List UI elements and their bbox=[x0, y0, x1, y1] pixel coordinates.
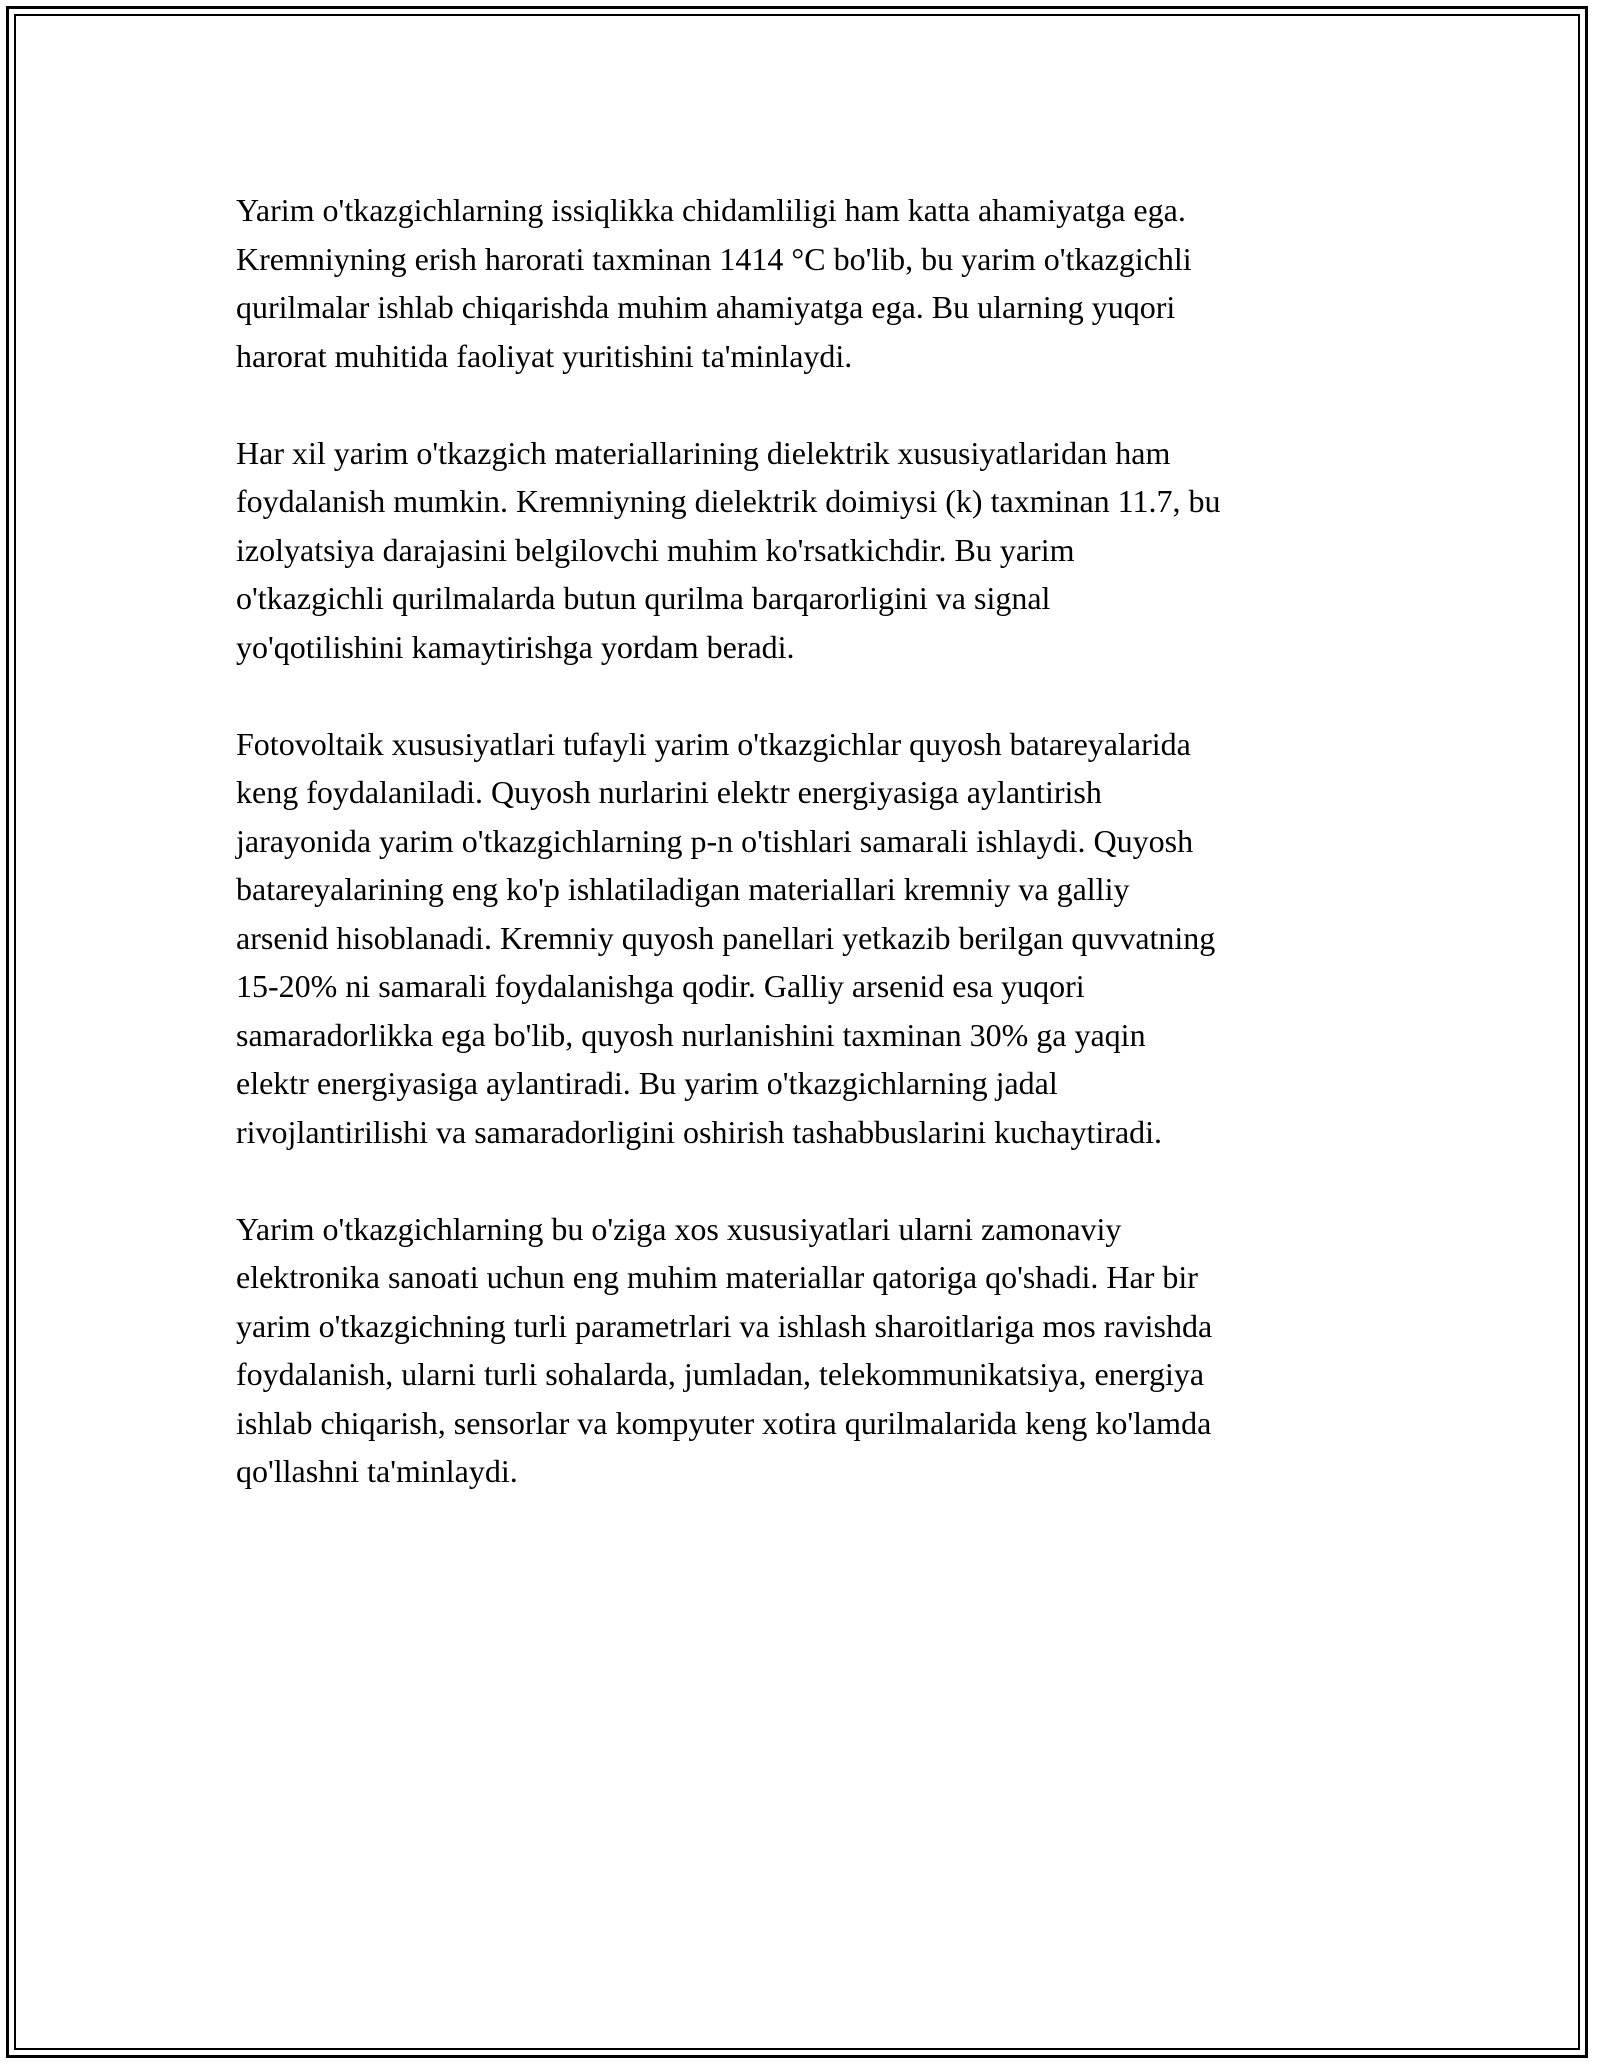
text-line: qo'llashni ta'minlaydi. bbox=[236, 1453, 518, 1489]
text-line: ishlab chiqarish, sensorlar va kompyuter xotira qurilmalarida keng ko'lamda bbox=[236, 1404, 1212, 1441]
text-line: foydalanish, ularni turli sohalarda, jumladan, telekommunikatsiya, energiya bbox=[236, 1356, 1205, 1392]
text-line: elektr energiyasiga aylantiradi. Bu yarim o'tkazgichlarning jadal bbox=[236, 1065, 1058, 1101]
text-line: izolyatsiya darajasini belgilovchi muhim ko'rsatkichdir. Bu yarim bbox=[236, 531, 1075, 568]
paragraph-2 bbox=[236, 429, 1376, 672]
paragraph-1 bbox=[236, 186, 1376, 380]
text-line: Yarim o'tkazgichlarning bu o'ziga xos xususiyatlari ularni zamonaviy bbox=[236, 1210, 1122, 1247]
text-line: Fotovoltaik xususiyatlari tufayli yarim o'tkazgichlar quyosh batareyalarida bbox=[236, 725, 1191, 762]
paragraph-4 bbox=[236, 1205, 1376, 1496]
document-body bbox=[236, 186, 1376, 1544]
paragraph-3 bbox=[236, 720, 1376, 1157]
text-line: Har xil yarim o'tkazgich materiallarining dielektrik xususiyatlaridan ham bbox=[236, 434, 1171, 471]
text-line: foydalanish mumkin. Kremniyning dielektrik doimiysi (k) taxminan 11.7, bu bbox=[236, 483, 1221, 519]
text-line: Kremniyning erish harorati taxminan 1414 °C bo'lib, bu yarim o'tkazgichli bbox=[236, 240, 1192, 277]
text-line: samaradorlikka ega bo'lib, quyosh nurlanishini taxminan 30% ga yaqin bbox=[236, 1016, 1146, 1053]
text-line: batareyalarining eng ko'p ishlatiladigan materiallari kremniy va galliy bbox=[236, 871, 1130, 907]
text-line: arsenid hisoblanadi. Kremniy quyosh panellari yetkazib berilgan quvvatning bbox=[236, 919, 1216, 956]
text-line: yarim o'tkazgichning turli parametrlari va ishlash sharoitlariga mos ravishda bbox=[236, 1307, 1213, 1344]
text-line: o'tkazgichli qurilmalarda butun qurilma barqarorligini va signal bbox=[236, 580, 1051, 616]
text-line: Yarim o'tkazgichlarning issiqlikka chidamliligi ham katta ahamiyatga ega. bbox=[236, 192, 1186, 228]
text-line: keng foydalaniladi. Quyosh nurlarini elektr energiyasiga aylantirish bbox=[236, 774, 1102, 810]
text-line: elektronika sanoati uchun eng muhim materiallar qatoriga qo'shadi. Har bir bbox=[236, 1259, 1198, 1295]
text-line: harorat muhitida faoliyat yuritishini ta'minlaydi. bbox=[236, 337, 853, 374]
text-line: rivojlantirilishi va samaradorligini oshirish tashabbuslarini kuchaytiradi. bbox=[236, 1113, 1163, 1150]
text-line: jarayonida yarim o'tkazgichlarning p-n o'tishlari samarali ishlaydi. Quyosh bbox=[236, 822, 1194, 859]
text-line: qurilmalar ishlab chiqarishda muhim ahamiyatga ega. Bu ularning yuqori bbox=[236, 289, 1176, 325]
text-line: yo'qotilishini kamaytirishga yordam beradi. bbox=[236, 628, 795, 665]
text-line: 15-20% ni samarali foydalanishga qodir. Galliy arsenid esa yuqori bbox=[236, 968, 1085, 1004]
